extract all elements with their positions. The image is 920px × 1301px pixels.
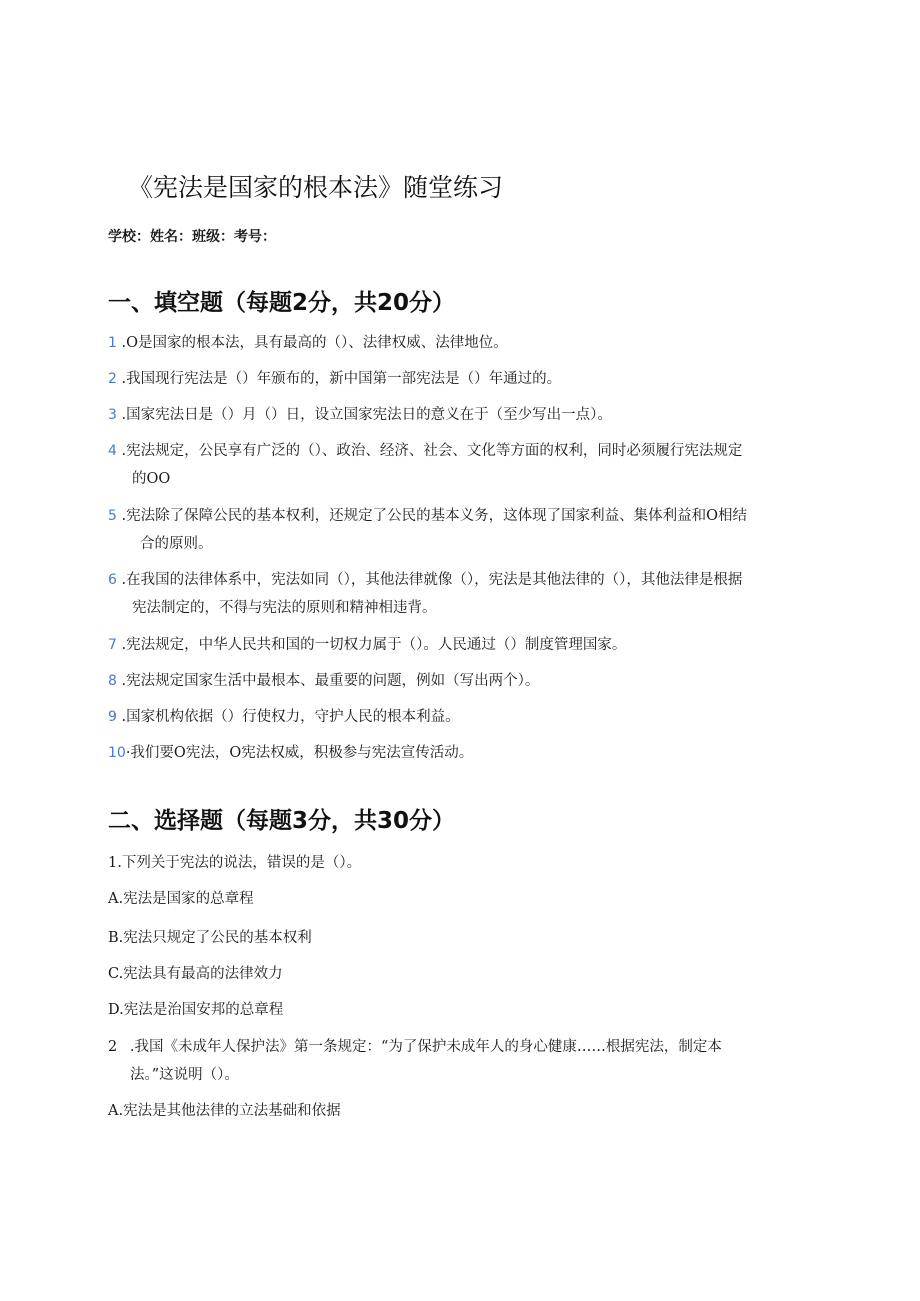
- question-text: .宪法规定国家生活中最根本、最重要的问题，例如（写出两个）。: [121, 673, 540, 689]
- choice-question-2: [108, 1033, 722, 1089]
- question-text-continued: 法。”这说明（）。: [130, 1067, 239, 1083]
- fill-blank-question-8: [108, 667, 808, 695]
- question-text: .国家机构依据（）行使权力，守护人民的根本利益。: [121, 709, 460, 725]
- question-number: 8: [108, 673, 117, 689]
- question-text: .宪法除了保障公民的基本权利，还规定了公民的基本义务，这体现了国家利益、集体利益和O相结: [121, 508, 748, 524]
- section-multiple-choice-title: 二、选择题（每题3分，共30分）: [108, 808, 456, 834]
- question-text: ·我们要O宪法，O宪法权威，积极参与宪法宣传活动。: [125, 745, 474, 761]
- fill-blank-question-3: [108, 401, 808, 429]
- question-number: 5: [108, 508, 117, 524]
- question-number: 2: [108, 1039, 118, 1055]
- question-text-continued: 的OO: [132, 471, 171, 487]
- fill-blank-question-6: [108, 566, 808, 622]
- fill-blank-question-1: [108, 329, 808, 357]
- student-info-line: 学校：姓名：班级：考号：: [108, 229, 276, 245]
- question-number: 6: [108, 572, 117, 588]
- question-text: .宪法规定，中华人民共和国的一切权力属于（）。人民通过（）制度管理国家。: [121, 637, 627, 653]
- question-text: .我国《未成年人保护法》第一条规定：“为了保护未成年人的身心健康……根据宪法，制定本: [129, 1039, 722, 1055]
- fill-blank-question-4: [108, 437, 808, 493]
- choice-option-a: A.宪法是国家的总章程: [108, 891, 254, 907]
- question-text-continued: 宪法制定的，不得与宪法的原则和精神相违背。: [132, 600, 437, 616]
- question-number: 4: [108, 443, 117, 459]
- question-text-continued: 合的原则。: [140, 536, 213, 552]
- question-text: .在我国的法律体系中，宪法如同（），其他法律就像（），宪法是其他法律的（），其他法律是根据: [121, 572, 743, 588]
- document-title: 《宪法是国家的根本法》随堂练习: [128, 173, 504, 202]
- question-text: .我国现行宪法是（）年颁布的，新中国第一部宪法是（）年通过的。: [121, 371, 562, 387]
- question-number: 1: [108, 335, 117, 351]
- choice-option-a: A.宪法是其他法律的立法基础和依据: [108, 1103, 341, 1119]
- fill-blank-question-7: [108, 631, 808, 659]
- question-text: .宪法规定，公民享有广泛的（）、政治、经济、社会、文化等方面的权利，同时必须履行宪法规定: [121, 443, 743, 459]
- fill-blank-question-2: [108, 365, 808, 393]
- fill-blank-question-9: [108, 703, 808, 731]
- question-text: .O是国家的根本法，具有最高的（）、法律权威、法律地位。: [121, 335, 508, 351]
- question-text: .国家宪法日是（）月（）日，设立国家宪法日的意义在于（至少写出一点）。: [121, 407, 612, 423]
- question-number: 9: [108, 709, 117, 725]
- fill-blank-question-10: [108, 739, 808, 767]
- question-number: 10: [108, 745, 126, 761]
- question-number: 7: [108, 637, 117, 653]
- choice-option-c: C.宪法具有最高的法律效力: [108, 966, 283, 982]
- choice-option-b: B.宪法只规定了公民的基本权利: [108, 930, 312, 946]
- section-fill-blank-title: 一、填空题（每题2分，共20分）: [108, 290, 456, 316]
- fill-blank-question-5: [108, 502, 808, 558]
- question-number: 2: [108, 371, 117, 387]
- choice-option-d: D.宪法是治国安邦的总章程: [108, 1002, 284, 1018]
- question-number: 3: [108, 407, 117, 423]
- choice-question-1: 1.下列关于宪法的说法，错误的是（）。: [108, 855, 362, 871]
